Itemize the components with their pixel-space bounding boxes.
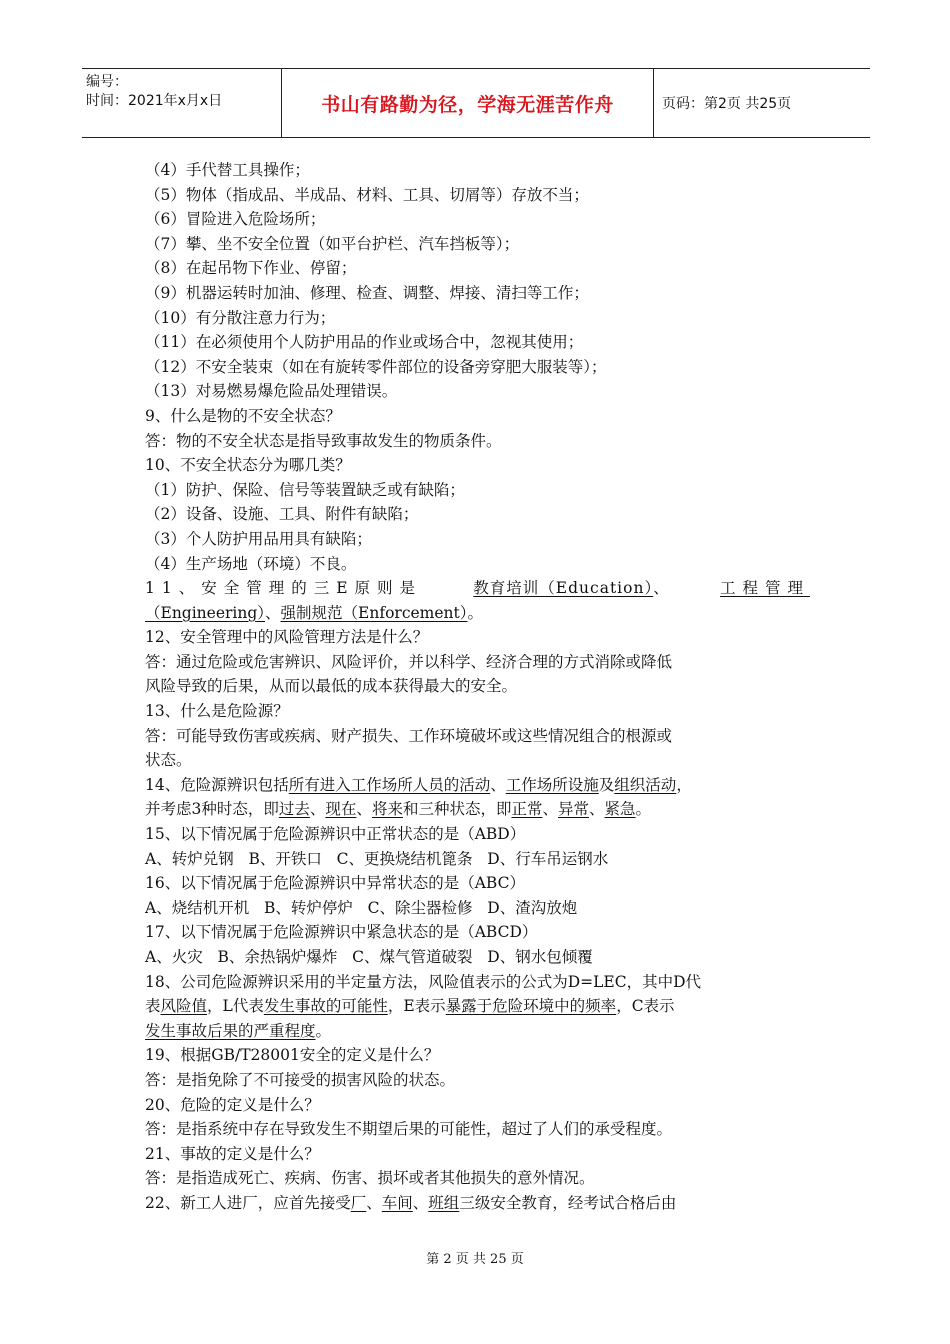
options-line: A、转炉兑钢 B、开铁口 C、更换烧结机篦条 D、行车吊运钢水 [145, 849, 609, 868]
q14-blank: 所有进入工作场所人员的活动 [288, 775, 491, 794]
q14-line-1 [145, 773, 810, 798]
answer-line: 答：可能导致伤害或疾病、财产损失、工作环境破坏或这些情况组合的根源或 [145, 726, 673, 745]
text-line: （7）攀、坐不安全位置（如平台护栏、汽车挡板等）； [145, 234, 520, 253]
q11-engineering: 工程管理 [719, 579, 810, 598]
q14-text: 、 [490, 775, 506, 794]
answer-line: 答：是指造成死亡、疾病、伤害、损坏或者其他损失的意外情况。 [145, 1169, 595, 1188]
options-line: A、火灾 B、余热锅炉爆炸 C、煤气管道破裂 D、钢水包倾覆 [145, 948, 593, 966]
page-footer: 第 2 页 共 25 页 [426, 1252, 524, 1267]
answer-line: 状态。 [145, 751, 192, 770]
q22-blank: 车间 [381, 1193, 413, 1212]
header-meta [82, 69, 282, 137]
q11-line-1 [145, 576, 810, 601]
q18-line-2 [145, 994, 810, 1019]
header-motto: 书山有路勤为径，学海无涯苦作舟 [282, 69, 654, 137]
page-header [82, 68, 870, 138]
text-line: （2）设备、设施、工具、附件有缺陷； [145, 505, 419, 524]
question-line: 9、什么是物的不安全状态？ [145, 406, 341, 425]
q14-blank: 将来 [371, 800, 403, 819]
q14-blank: 组织活动 [614, 775, 677, 794]
text-line: （4）手代替工具操作； [145, 161, 310, 179]
options-line: A、烧结机开机 B、转炉停炉 C、除尘器检修 D、渣沟放炮 [145, 898, 578, 917]
q14-blank: 异常 [558, 800, 590, 819]
answer-line: 答：物的不安全状态是指导致事故发生的物质条件。 [145, 431, 502, 450]
q14-blank: 过去 [278, 800, 310, 819]
answer-line: 答：是指免除了不可接受的损害风险的状态。 [145, 1070, 456, 1089]
text-line: （11）在必须使用个人防护用品的作业或场合中，忽视其使用； [145, 333, 584, 352]
q14-blank: 工作场所设施 [505, 775, 599, 794]
q14-blank: 正常 [511, 800, 543, 819]
document-body [145, 158, 810, 1216]
q18-text: 表 [145, 997, 161, 1016]
q11-prefix: 11、安全管理的三E原则是 [145, 579, 423, 598]
q14-blank: 现在 [325, 800, 357, 819]
text-line: （6）冒险进入危险场所； [145, 210, 326, 229]
text-line: （10）有分散注意力行为； [145, 308, 336, 327]
text-line: （5）物体（指成品、半成品、材料、工具、切屑等）存放不当； [145, 185, 589, 204]
q14-line-2 [145, 797, 810, 822]
q14-text: 、 [542, 800, 558, 819]
q18-text: ，L代表 [207, 997, 264, 1016]
header-page-info: 页码：第2页 共25页 [662, 96, 792, 112]
q22-text: 三级安全教育，经考试合格后由 [459, 1193, 677, 1212]
q22-text: 、 [412, 1193, 429, 1212]
q14-text: 、 [309, 800, 326, 819]
question-line: 20、危险的定义是什么？ [145, 1095, 320, 1114]
q18-blank: 发生事故后果的严重程度 [145, 1021, 316, 1040]
q14-text: 及 [598, 775, 615, 794]
text-line: （13）对易燃易爆危险品处理错误。 [145, 382, 398, 401]
answer-line: 答：是指系统中存在导致发生不期望后果的可能性，超过了人们的承受程度。 [145, 1120, 673, 1139]
q18-blank: 风险值 [160, 997, 208, 1016]
q11-sep: 、 [653, 579, 669, 598]
text-line: （8）在起吊物下作业、停留； [145, 259, 357, 278]
q14-text: 14、危险源辨识包括 [145, 775, 289, 794]
question-line: 12、安全管理中的风险管理方法是什么？ [145, 628, 429, 647]
text-line: （1）防护、保险、信号等装置缺乏或有缺陷； [145, 480, 465, 499]
question-line: 15、以下情况属于危险源辨识中正常状态的是（ABD） [145, 825, 526, 844]
q18-line-3 [145, 1019, 810, 1044]
text-line: （3）个人防护用品用具有缺陷； [145, 529, 372, 548]
q11-engineering-en: （Engineering） [145, 603, 266, 622]
q14-text: 。 [635, 800, 652, 819]
q11-line-2 [145, 601, 810, 626]
q14-text: 、 [589, 800, 605, 819]
q14-text: 、 [356, 800, 372, 819]
question-line: 13、什么是危险源？ [145, 702, 289, 721]
q14-text: 并考虑3种时态，即 [145, 800, 279, 819]
text-line: （12）不安全装束（如在有旋转零件部位的设备旁穿肥大服装等）； [145, 357, 607, 376]
q22-blank: 班组 [428, 1193, 460, 1212]
text-line: （9）机器运转时加油、修理、检查、调整、焊接、清扫等工作； [145, 283, 589, 302]
q22-text: 22、新工人进厂，应首先接受 [145, 1193, 351, 1212]
number-label: 编号： [86, 74, 128, 90]
q11-enforcement: 强制规范（Enforcement） [280, 603, 468, 622]
text-line: （4）生产场地（环境）不良。 [145, 554, 357, 573]
question-line: 17、以下情况属于危险源辨识中紧急状态的是（ABCD） [145, 923, 538, 942]
q14-blank: 紧急 [604, 800, 636, 819]
q11-end: 。 [467, 603, 484, 622]
q18-blank: 暴露于危险环境中的频率 [445, 997, 617, 1016]
time-label: 时间：2021年x月x日 [86, 93, 223, 109]
q22-text: 、 [366, 1193, 382, 1212]
q18-text: ，E表示 [387, 997, 446, 1016]
q11-education: 教育培训（Education） [473, 579, 654, 598]
q18-line-1: 18、公司危险源辨识采用的半定量方法，风险值表示的公式为D=LEC，其中D代 [145, 972, 702, 991]
answer-line: 风险导致的后果，从而以最低的成本获得最大的安全。 [145, 677, 518, 696]
q18-blank: 发生事故的可能性 [263, 997, 388, 1016]
question-line: 19、根据GB/T28001安全的定义是什么？ [145, 1046, 440, 1065]
q18-text: ，C表示 [616, 997, 675, 1016]
question-line: 10、不安全状态分为哪几类？ [145, 456, 351, 475]
q22-line-1 [145, 1191, 810, 1216]
answer-line: 答：通过危险或危害辨识、风险评价，并以科学、经济合理的方式消除或降低 [145, 652, 673, 671]
question-line: 16、以下情况属于危险源辨识中异常状态的是（ABC） [145, 874, 525, 893]
q14-text: ， [676, 775, 692, 794]
question-line: 21、事故的定义是什么？ [145, 1144, 320, 1163]
q14-text: 和三种状态，即 [402, 800, 512, 819]
q18-text: 。 [315, 1021, 332, 1040]
q11-sep: 、 [265, 603, 281, 622]
q22-blank: 厂 [350, 1193, 367, 1212]
